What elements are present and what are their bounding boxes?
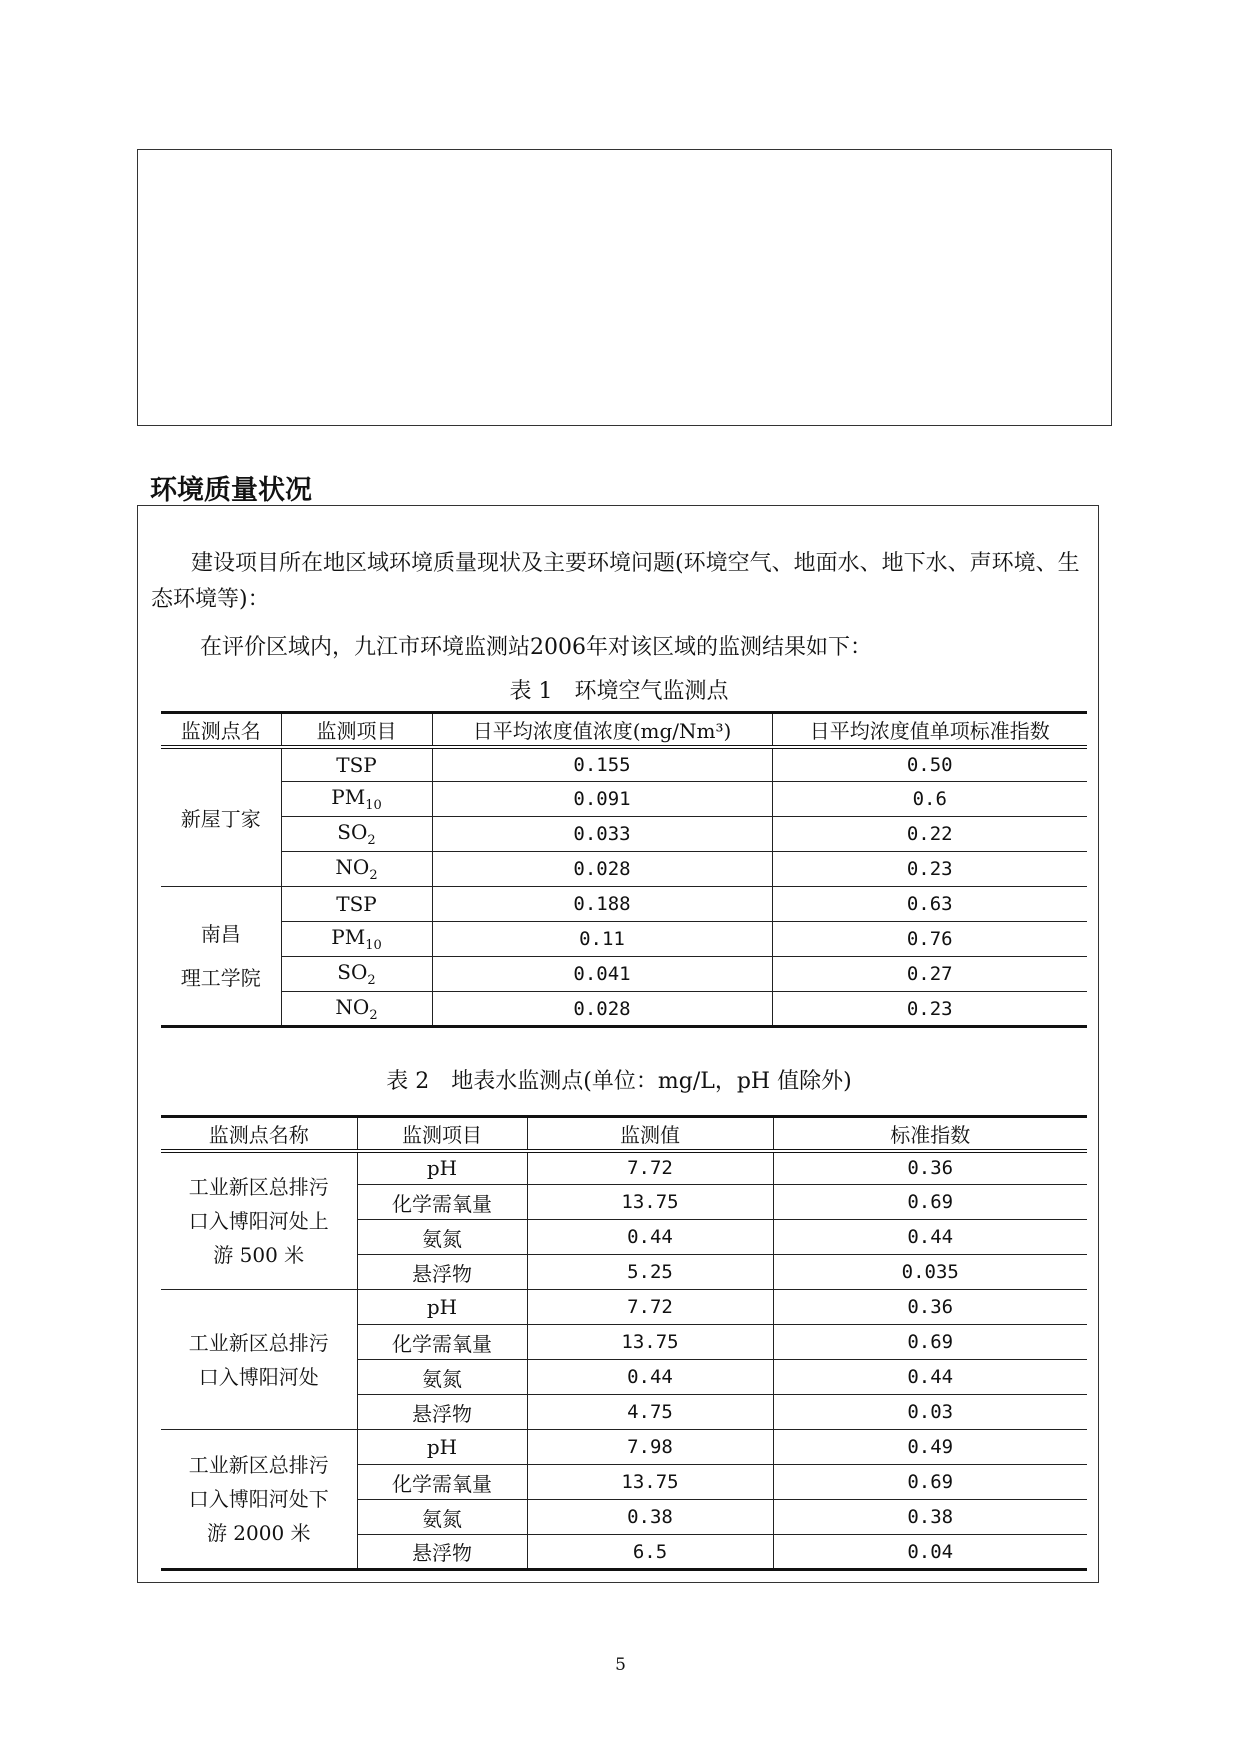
conc-cell: 0.028	[432, 852, 772, 887]
site-name	[161, 1430, 357, 1570]
value-cell: 0.44	[527, 1220, 773, 1255]
site-name-line: 工业新区总排污	[188, 1330, 329, 1355]
index-cell: 0.63	[772, 887, 1087, 922]
item-cell: 化学需氧量	[357, 1465, 527, 1500]
item-cell: TSP	[281, 887, 432, 922]
value-cell: 5.25	[527, 1255, 773, 1290]
value-cell: 13.75	[527, 1185, 773, 1220]
table1-caption: 表 1 环境空气监测点	[509, 679, 729, 704]
table-row	[161, 1290, 1087, 1325]
conc-cell: 0.041	[432, 957, 772, 992]
item-cell: 悬浮物	[357, 1535, 527, 1570]
table-row	[161, 1151, 1087, 1185]
index-cell: 0.27	[772, 957, 1087, 992]
item-cell: $PM_{10}$	[281, 922, 432, 957]
site-name-line: 口入博阳河处下	[188, 1487, 329, 1511]
table-row	[161, 887, 1087, 922]
conc-cell: 0.028	[432, 992, 772, 1027]
table-row	[161, 747, 1087, 782]
site-name-line: 口入博阳河处上	[188, 1208, 329, 1233]
site-name-line: 游 2000 米	[206, 1521, 311, 1545]
index-cell: 0.44	[773, 1360, 1087, 1395]
index-cell: 0.23	[772, 852, 1087, 887]
table1-header-item: 监测项目	[281, 713, 432, 747]
value-cell: 4.75	[527, 1395, 773, 1430]
item-cell: pH	[357, 1290, 527, 1325]
index-cell: 0.22	[772, 817, 1087, 852]
item-cell: 氨氮	[357, 1220, 527, 1255]
index-cell: 0.49	[773, 1430, 1087, 1465]
table2-header-value: 监测值	[527, 1117, 773, 1151]
item-cell: $NO_2$	[281, 852, 432, 887]
value-cell: 13.75	[527, 1325, 773, 1360]
table-row	[161, 1430, 1087, 1465]
index-cell: 0.6	[772, 782, 1087, 817]
table-row	[161, 852, 1087, 887]
site-name-line: 工业新区总排污	[188, 1453, 329, 1477]
value-cell: 0.44	[527, 1360, 773, 1395]
value-cell: 6.5	[527, 1535, 773, 1570]
item-cell: 氨氮	[357, 1360, 527, 1395]
site-name-line: 南昌	[200, 922, 241, 946]
conc-cell: 0.11	[432, 922, 772, 957]
index-cell: 0.04	[773, 1535, 1087, 1570]
page-number: 5	[615, 1655, 626, 1675]
site-name-line: 工业新区总排污	[188, 1174, 329, 1199]
site-name	[161, 1151, 357, 1290]
air-monitoring-table	[161, 711, 1087, 1028]
index-cell: 0.03	[773, 1395, 1087, 1430]
item-cell: 悬浮物	[357, 1395, 527, 1430]
index-cell: 0.69	[773, 1325, 1087, 1360]
conc-cell: 0.033	[432, 817, 772, 852]
table2-header-item: 监测项目	[357, 1117, 527, 1151]
index-cell: 0.36	[773, 1290, 1087, 1325]
table-row	[161, 922, 1087, 957]
item-cell: pH	[357, 1151, 527, 1185]
index-cell: 0.50	[772, 747, 1087, 782]
index-cell: 0.38	[773, 1500, 1087, 1535]
table-row	[161, 957, 1087, 992]
item-cell: 化学需氧量	[357, 1185, 527, 1220]
environment-quality-box	[137, 505, 1099, 1583]
item-cell: $SO_2$	[281, 957, 432, 992]
value-cell: 7.98	[527, 1430, 773, 1465]
table-row	[161, 992, 1087, 1027]
value-cell: 13.75	[527, 1465, 773, 1500]
item-cell: 化学需氧量	[357, 1325, 527, 1360]
item-cell: 悬浮物	[357, 1255, 527, 1290]
index-cell: 0.36	[773, 1151, 1087, 1185]
conc-cell: 0.188	[432, 887, 772, 922]
site-name	[161, 1290, 357, 1430]
item-cell: pH	[357, 1430, 527, 1465]
index-cell: 0.44	[773, 1220, 1087, 1255]
item-cell: $PM_{10}$	[281, 782, 432, 817]
paragraph-intro: 建设项目所在地区域环境质量现状及主要环境问题(环境空气、地面水、地下水、声环境、生态环境等)：	[151, 551, 1080, 612]
index-cell: 0.035	[773, 1255, 1087, 1290]
value-cell: 0.38	[527, 1500, 773, 1535]
index-cell: 0.69	[773, 1185, 1087, 1220]
table1-header-index: 日平均浓度值单项标准指数	[772, 713, 1087, 747]
item-cell: $SO_2$	[281, 817, 432, 852]
item-cell: TSP	[281, 747, 432, 782]
index-cell: 0.76	[772, 922, 1087, 957]
table2-header-index: 标准指数	[773, 1117, 1087, 1151]
item-cell: $NO_2$	[281, 992, 432, 1027]
top-empty-box	[137, 149, 1112, 426]
site-name: 新屋丁家	[161, 747, 281, 887]
table1-header-row	[161, 713, 1087, 747]
site-name-line: 游 500 米	[213, 1242, 305, 1267]
item-cell: 氨氮	[357, 1500, 527, 1535]
table-row	[161, 782, 1087, 817]
paragraph-monitoring: 在评价区域内，九江市环境监测站2006年对该区域的监测结果如下：	[200, 635, 872, 660]
surface-water-table	[161, 1115, 1087, 1571]
conc-cell: 0.091	[432, 782, 772, 817]
table2-header-row	[161, 1117, 1087, 1151]
index-cell: 0.69	[773, 1465, 1087, 1500]
table1-header-conc: 日平均浓度值浓度(mg/Nm³)	[432, 713, 772, 747]
index-cell: 0.23	[772, 992, 1087, 1027]
site-name-line: 理工学院	[180, 966, 261, 990]
site-name	[161, 887, 281, 1027]
value-cell: 7.72	[527, 1151, 773, 1185]
section-title: 环境质量状况	[150, 475, 312, 506]
site-name-line: 口入博阳河处	[198, 1364, 319, 1389]
value-cell: 7.72	[527, 1290, 773, 1325]
table2-header-site: 监测点名称	[161, 1117, 357, 1151]
table1-header-site: 监测点名	[161, 713, 281, 747]
conc-cell: 0.155	[432, 747, 772, 782]
table-row	[161, 817, 1087, 852]
table2-caption: 表 2 地表水监测点(单位：mg/L，pH 值除外)	[386, 1069, 852, 1094]
